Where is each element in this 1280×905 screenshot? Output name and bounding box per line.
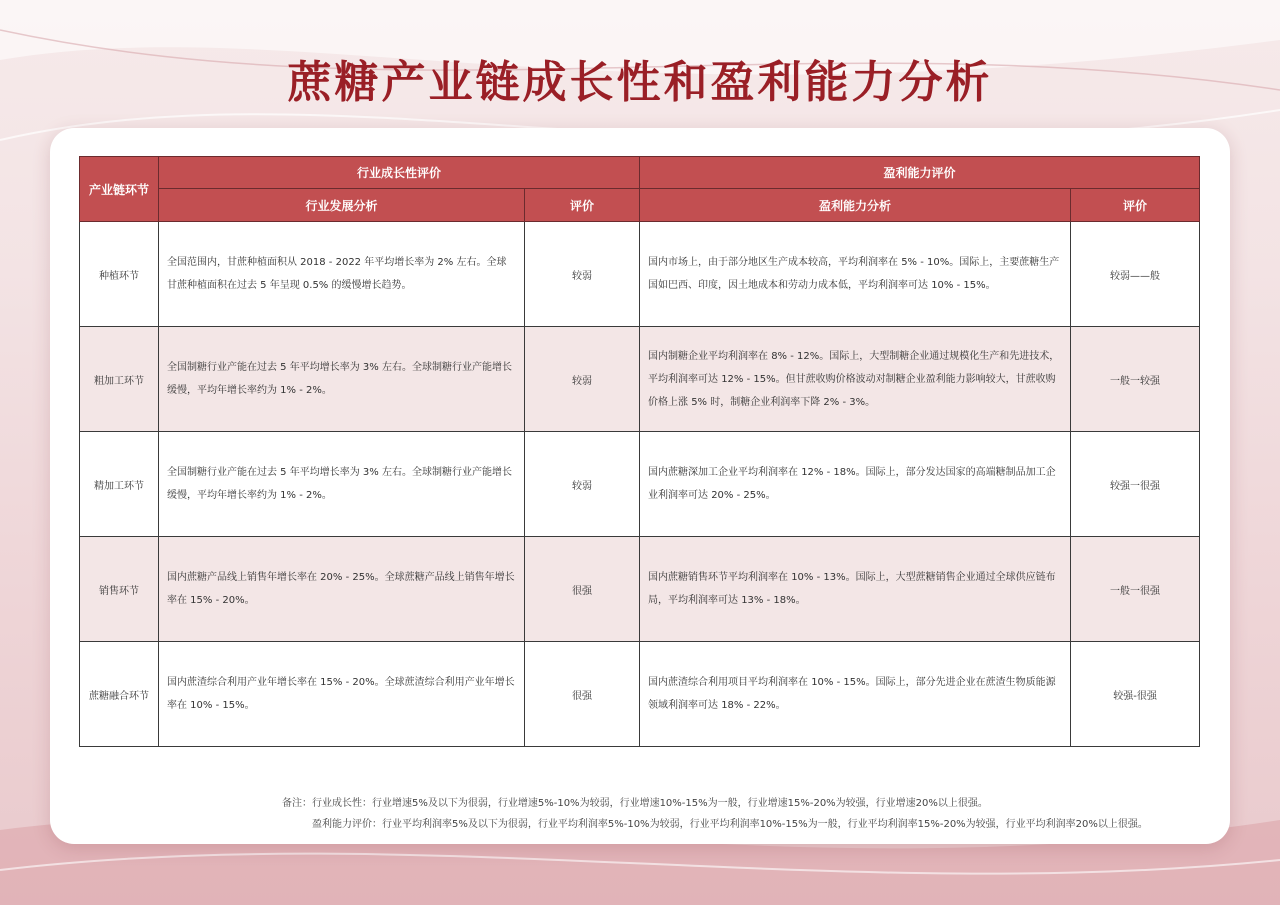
growth-rating-cell: 很强 [525, 642, 640, 747]
stage-cell: 蔗糖融合环节 [80, 642, 159, 747]
header-profit-group: 盈利能力评价 [640, 157, 1200, 189]
profit-rating-cell: 较强一很强 [1071, 432, 1200, 537]
content-card [50, 128, 1230, 844]
growth-rating-cell: 较弱 [525, 222, 640, 327]
profit-rating-cell: 较弱——般 [1071, 222, 1200, 327]
growth-rating-cell: 较弱 [525, 432, 640, 537]
profit-rating-cell: 一般一很强 [1071, 537, 1200, 642]
growth-analysis-cell: 全国范围内，甘蔗种植面积从 2018 - 2022 年平均增长率为 2% 左右。全球甘蔗种植面积在过去 5 年呈现 0.5% 的缓慢增长趋势。 [159, 222, 525, 327]
growth-rating-cell: 很强 [525, 537, 640, 642]
page-title: 蔗糖产业链成长性和盈利能力分析 [287, 57, 993, 108]
stage-cell: 销售环节 [80, 537, 159, 642]
profit-analysis-cell: 国内蔗糖深加工企业平均利润率在 12% - 18%。国际上，部分发达国家的高端糖制品加工企业利润率可达 20% - 25%。 [640, 432, 1071, 537]
analysis-table [79, 156, 1200, 747]
note-profit-criteria: 盈利能力评价：行业平均利润率5%及以下为很弱，行业平均利润率5%-10%为较弱，行业平均利润率10%-15%为一般，行业平均利润率15%-20%为较强，行业平均利润率20%以上很强。 [312, 819, 1148, 830]
table-row [80, 432, 1200, 537]
header-profit-rating: 评价 [1071, 189, 1200, 222]
header-growth-rating: 评价 [525, 189, 640, 222]
header-growth-group: 行业成长性评价 [159, 157, 640, 189]
stage-cell: 种植环节 [80, 222, 159, 327]
note-growth-criteria: 备注：行业成长性：行业增速5%及以下为很弱，行业增速5%-10%为较弱，行业增速10%-15%为一般，行业增速15%-20%为较强，行业增速20%以上很强。 [282, 798, 988, 809]
profit-analysis-cell: 国内制糖企业平均利润率在 8% - 12%。国际上，大型制糖企业通过规模化生产和先进技术，平均利润率可达 12% - 15%。但甘蔗收购价格波动对制糖企业盈利能力影响较大，甘蔗收购价格上涨 5% 时，制糖企业利润率下降 2% - 3%。 [640, 327, 1071, 432]
profit-analysis-cell: 国内蔗渣综合利用项目平均利润率在 10% - 15%。国际上，部分先进企业在蔗渣生物质能源领域利润率可达 18% - 22%。 [640, 642, 1071, 747]
growth-analysis-cell: 全国制糖行业产能在过去 5 年平均增长率为 3% 左右。全球制糖行业产能增长缓慢，平均年增长率约为 1% - 2%。 [159, 432, 525, 537]
profit-analysis-cell: 国内市场上，由于部分地区生产成本较高，平均利润率在 5% - 10%。国际上，主要蔗糖生产国如巴西、印度，因土地成本和劳动力成本低，平均利润率可达 10% - 15%。 [640, 222, 1071, 327]
header-profit-analysis: 盈利能力分析 [640, 189, 1071, 222]
table-row [80, 327, 1200, 432]
table-row [80, 642, 1200, 747]
stage-cell: 粗加工环节 [80, 327, 159, 432]
header-growth-analysis: 行业发展分析 [159, 189, 525, 222]
growth-analysis-cell: 国内蔗糖产品线上销售年增长率在 20% - 25%。全球蔗糖产品线上销售年增长率在 15% - 20%。 [159, 537, 525, 642]
table-row [80, 537, 1200, 642]
table-row [80, 222, 1200, 327]
profit-rating-cell: 较强-很强 [1071, 642, 1200, 747]
profit-rating-cell: 一般一较强 [1071, 327, 1200, 432]
stage-cell: 精加工环节 [80, 432, 159, 537]
profit-analysis-cell: 国内蔗糖销售环节平均利润率在 10% - 13%。国际上，大型蔗糖销售企业通过全球供应链布局，平均利润率可达 13% - 18%。 [640, 537, 1071, 642]
header-stage: 产业链环节 [80, 157, 159, 222]
growth-rating-cell: 较弱 [525, 327, 640, 432]
growth-analysis-cell: 国内蔗渣综合利用产业年增长率在 15% - 20%。全球蔗渣综合利用产业年增长率在 10% - 15%。 [159, 642, 525, 747]
growth-analysis-cell: 全国制糖行业产能在过去 5 年平均增长率为 3% 左右。全球制糖行业产能增长缓慢，平均年增长率约为 1% - 2%。 [159, 327, 525, 432]
